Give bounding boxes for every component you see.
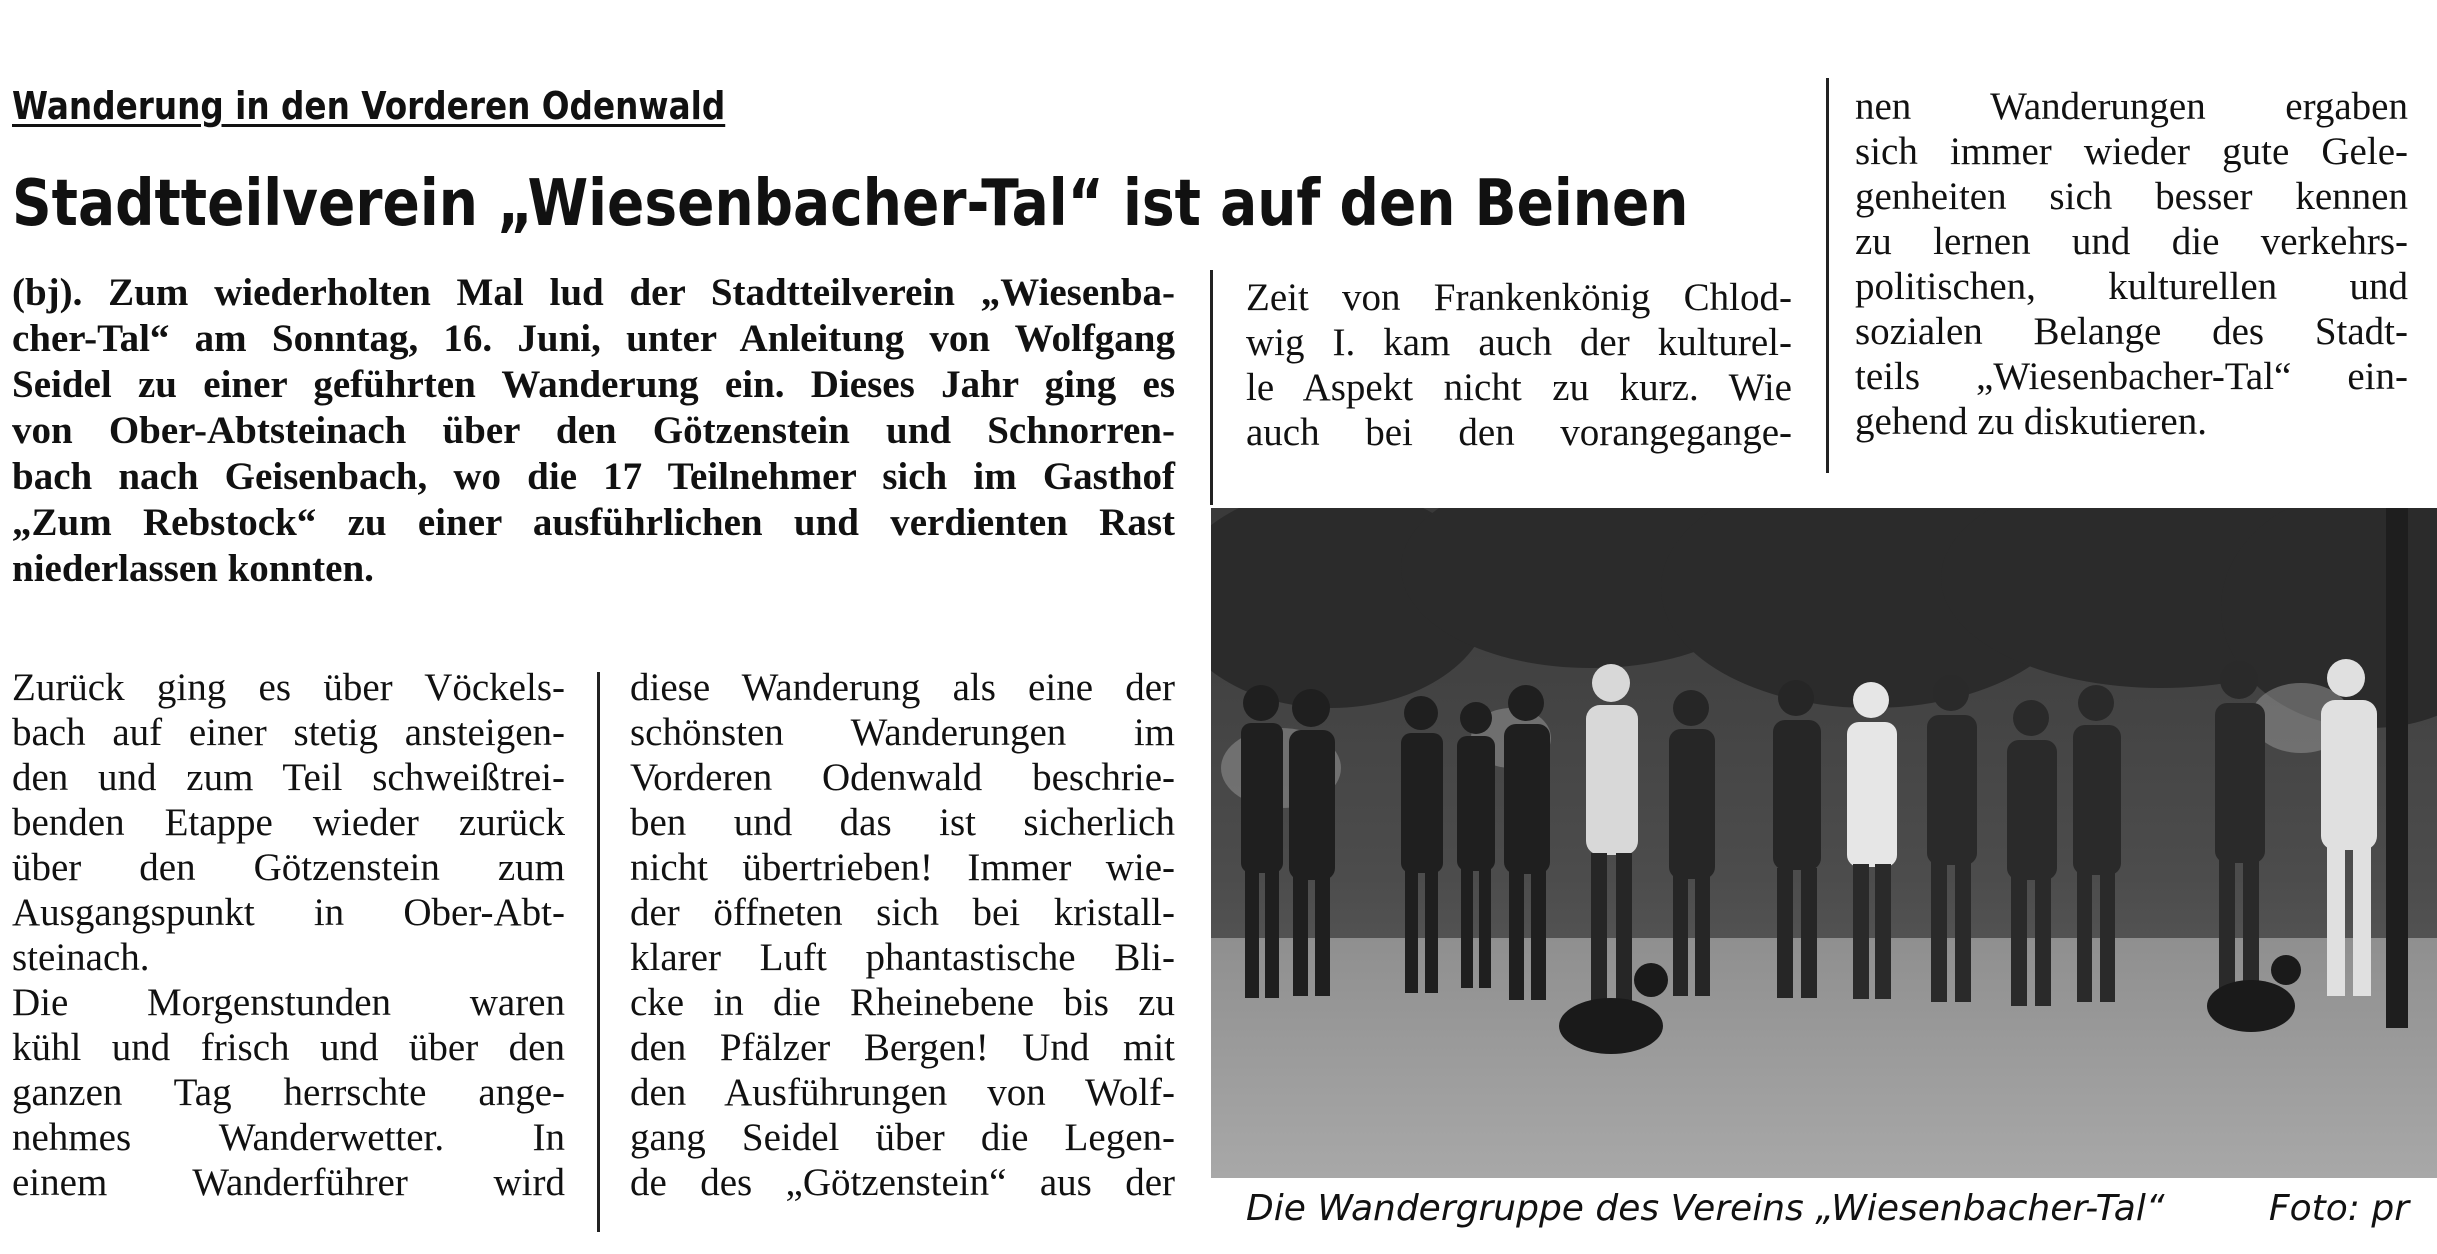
text-line: benden Etappe wieder zurück [12,801,565,844]
text-line: zu lernen und die verkehrs- [1855,220,2408,263]
lead-line: (bj). Zum wiederholten Mal lud der Stadtteilverein „Wiesenba- [12,271,1175,314]
text-line: Ausgangspunkt in Ober-Abt- [12,891,565,934]
text-line: kühl und frisch und über den [12,1026,565,1069]
text-line: cke in die Rheinebene bis zu [630,981,1175,1024]
text-line: de des „Götzenstein“ aus der [630,1161,1175,1204]
text-line: Zurück ging es über Vöckels- [12,666,565,709]
headline: Stadtteilverein „Wiesenbacher-Tal“ ist auf den Beinen [12,167,1689,241]
lead-line: „Zum Rebstock“ zu einer ausführlichen und verdienten Rast [12,501,1175,544]
column-rule [1210,270,1213,505]
body-column-3 [1246,275,1792,455]
text-line: genheiten sich besser kennen [1855,175,2408,218]
column-rule [1826,78,1829,473]
text-line: gehend zu diskutieren. [1855,400,2207,443]
text-line: sozialen Belange des Stadt- [1855,310,2408,353]
lead-paragraph [12,270,1175,592]
kicker-heading: Wanderung in den Vorderen Odenwald [12,84,726,128]
text-line: über den Götzenstein zum [12,846,565,889]
text-line: politischen, kulturellen und [1855,265,2408,308]
text-line: ganzen Tag herrschte ange- [12,1071,565,1114]
text-line: Die Morgenstunden waren [12,981,565,1024]
text-line: schönsten Wanderungen im [630,711,1175,754]
text-line: bach auf einer stetig ansteigen- [12,711,565,754]
lead-line: niederlassen konnten. [12,547,374,590]
lead-line: von Ober-Abtsteinach über den Götzenstein und Schnorren- [12,409,1175,452]
lead-line: Seidel zu einer geführten Wanderung ein. Dieses Jahr ging es [12,363,1175,406]
text-line: der öffneten sich bei kristall- [630,891,1175,934]
text-line: klarer Luft phantastische Bli- [630,936,1175,979]
text-line: Zeit von Frankenkönig Chlod- [1246,276,1792,319]
text-line: Vorderen Odenwald beschrie- [630,756,1175,799]
text-line: nicht übertrieben! Immer wie- [630,846,1175,889]
text-line: den und zum Teil schweißtrei- [12,756,565,799]
text-line: den Pfälzer Bergen! Und mit [630,1026,1175,1069]
text-line: teils „Wiesenbacher-Tal“ ein- [1855,355,2408,398]
text-line: einem Wanderführer wird [12,1161,565,1204]
text-line: diese Wanderung als eine der [630,666,1175,709]
text-line: den Ausführungen von Wolf- [630,1071,1175,1114]
text-line: wig I. kam auch der kulturel- [1246,321,1792,364]
text-line: steinach. [12,936,150,979]
text-line: nen Wanderungen ergaben [1855,85,2408,128]
photo-caption: Die Wandergruppe des Vereins „Wiesenbacher-Tal“ [1246,1188,2165,1229]
group-photo [1211,508,2437,1178]
text-line: sich immer wieder gute Gele- [1855,130,2408,173]
lead-line: cher-Tal“ am Sonntag, 16. Juni, unter Anleitung von Wolfgang [12,317,1175,360]
text-line: gang Seidel über die Legen- [630,1116,1175,1159]
text-line: auch bei den vorangegange- [1246,411,1792,454]
body-column-1 [12,665,565,1205]
column-rule [597,672,600,1232]
text-line: le Aspekt nicht zu kurz. Wie [1246,366,1792,409]
lead-line: bach nach Geisenbach, wo die 17 Teilnehmer sich im Gasthof [12,455,1175,498]
text-line: ben und das ist sicherlich [630,801,1175,844]
body-column-4 [1855,84,2408,444]
text-line: nehmes Wanderwetter. In [12,1116,565,1159]
body-column-2 [630,665,1175,1205]
photo-credit: Foto: pr [2268,1188,2409,1229]
